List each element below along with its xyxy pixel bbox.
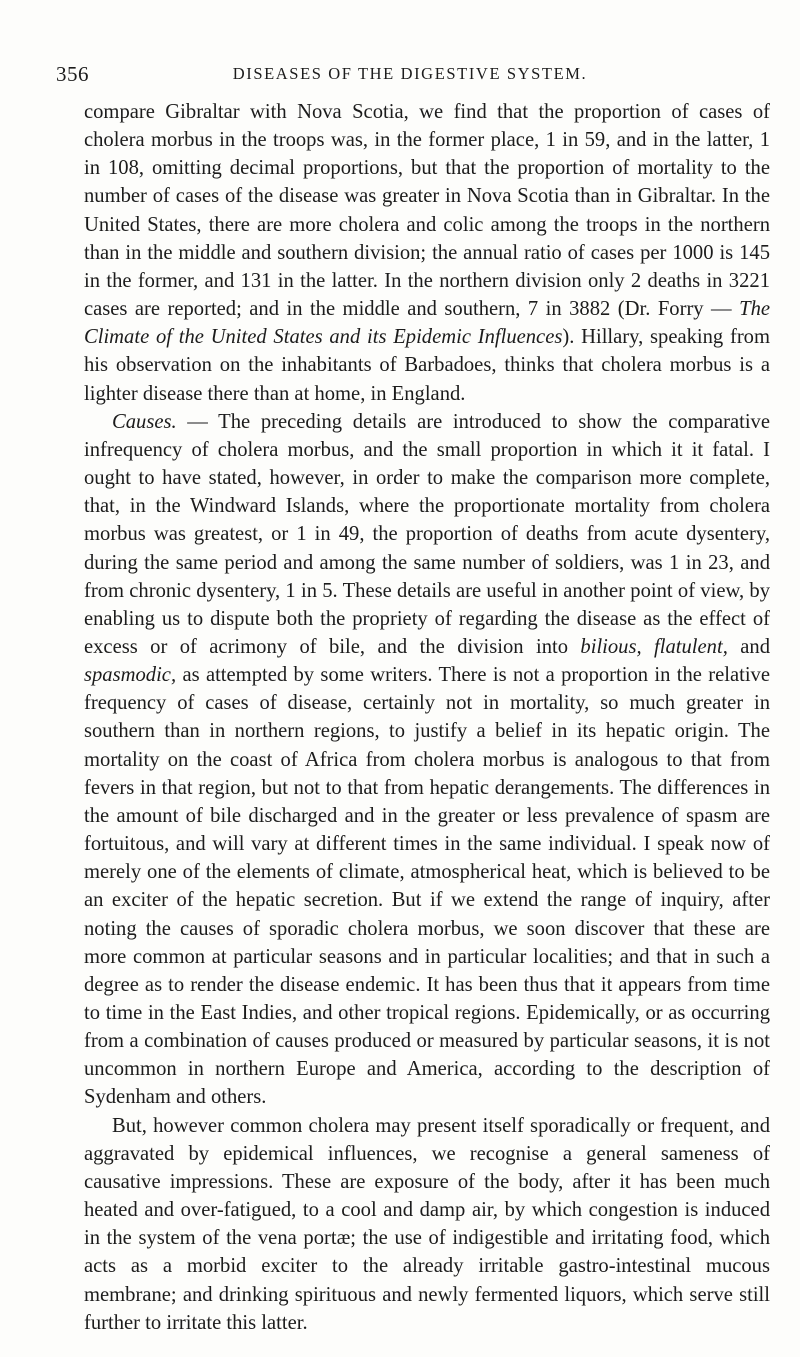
paragraph-climate-comparison [84,98,770,408]
paragraph-causative-impressions [84,1112,770,1337]
paragraph-text: compare Gibraltar with Nova Scotia, we find that the proportion of cases of cholera morbus in the troops was, in the former place, 1 in 59, and in the latter, 1 in 108, omitting decimal proportions, but that the proportion of mortality to the number of cases of the disease was greater in Nova Scotia than in Gibraltar. In the United States, there are more cholera and colic among the troops in the northern than in the middle and southern division; the annual ratio of cases per 1000 is 145 in the former, and 131 in the latter. In the northern division only 2 deaths in 3221 cases are reported; and in the middle and southern, 7 in 3882 (Dr. Forry — [84,101,770,321]
running-head [56,62,764,86]
page-number: 356 [56,62,89,86]
paragraph-text: as attempted by some writers. There is not a proportion in the relative frequency of cases of disease, certainly not in mortality, so much greater in southern than in northern regions, to justify a belief in its hepatic origin. The mortality on the coast of Africa from cholera morbus is analogous to that from fevers in that region, but not to that from hepatic derangements. The differences in the amount of bile discharged and in the greater or less prevalence of spasm are fortuitous, and will vary at different times in the same individual. I speak now of merely one of the elements of climate, atmospherical heat, which is believed to be an exciter of the hepatic secretion. But if we extend the range of inquiry, after noting the causes of sporadic cholera morbus, we soon discover that these are more common at particular seasons and in particular localities; and that in such a degree as to render the disease endemic. It has been thus that it appears from time to time in the East Indies, and other tropical regions. Epidemically, or as occurring from a combination of causes produced or measured by particular seasons, it is not uncommon in northern Europe and America, according to the description of Sydenham and others. [84,664,770,1109]
paragraph-text: and [727,635,770,658]
running-title: DISEASES OF THE DIGESTIVE SYSTEM. [232,64,588,83]
paragraph-text: — The preceding details are introduced to show the comparative infrequency of cholera morbus, and the small proportion in which it it fatal. I ought to have stated, however, in order to make the comparison more complete, that, in the Windward Islands, where the proportionate mortality from cholera morbus was greatest, or 1 in 49, the proportion of deaths from acute dysentery, during the same period and among the same number of soldiers, was 1 in 23, and from chronic dysentery, 1 in 5. These details are useful in another point of view, by enabling us to dispute both the propriety of regarding the disease as the effect of excess or of acrimony of bile, and the division into [84,410,770,658]
italic-term: spasmodic, [84,664,177,687]
paragraph-causes [84,408,770,1112]
cited-work-title: The Climate of the United States and its Epidemic Influences [84,298,770,349]
body-text [84,98,770,1337]
section-heading-causes: Causes. [112,410,177,433]
paragraph-text: But, however common cholera may present itself sporadically or frequent, and aggravated by epidemical influences, we recognise a general sameness of causative impressions. These are exposure of the body, after it has been much heated and over-fatigued, to a cool and damp air, by which congestion is induced in the system of the vena portæ; the use of indigestible and irritating food, which acts as a morbid exciter to the already irritable gastro-intestinal mucous membrane; and drinking spirituous and newly fermented liquors, which serve still further to irritate this latter. [84,1114,770,1334]
paragraph-text: ). Hillary, speaking from his observation on the inhabitants of Barbadoes, thinks that cholera morbus is a lighter disease there than at home, in England. [84,326,770,405]
italic-term: bilious, flatulent, [580,635,728,658]
